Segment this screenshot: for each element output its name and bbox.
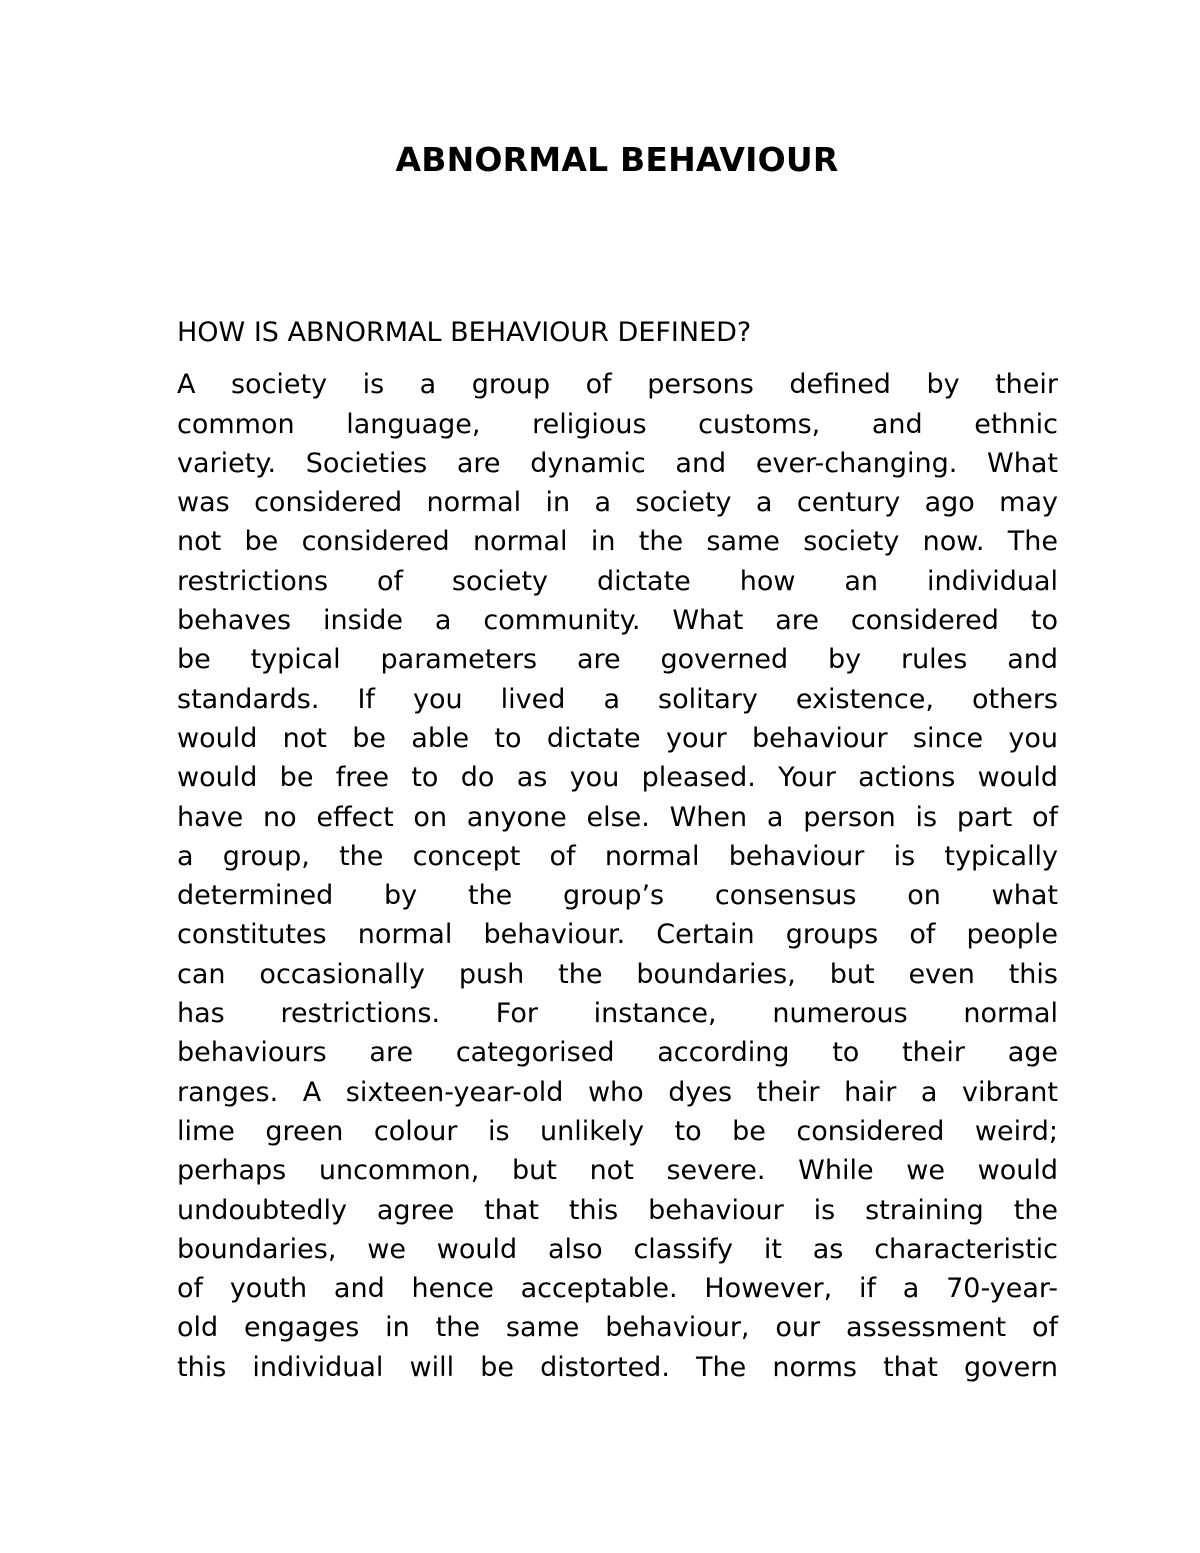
paragraph-line: old engages in the same behaviour, our assessment of [177, 1312, 1058, 1344]
paragraph-line: lime green colour is unlikely to be considered weird; [177, 1115, 1058, 1147]
paragraph-line: this individual will be distorted. The norms that govern [177, 1351, 1058, 1383]
body-paragraph [177, 365, 1058, 1387]
paragraph-line: not be considered normal in the same society now. The [177, 526, 1058, 558]
paragraph-line: constitutes normal behaviour. Certain groups of people [177, 919, 1058, 951]
paragraph-line: has restrictions. For instance, numerous normal [177, 998, 1058, 1030]
paragraph-line: ranges. A sixteen-year-old who dyes their hair a vibrant [177, 1076, 1058, 1108]
paragraph-line: was considered normal in a society a century ago may [177, 487, 1058, 519]
paragraph-line: of youth and hence acceptable. However, if a 70-year- [177, 1273, 1058, 1305]
paragraph-line: a group, the concept of normal behaviour is typically [177, 840, 1058, 872]
section-heading: HOW IS ABNORMAL BEHAVIOUR DEFINED? [177, 317, 752, 348]
paragraph-line: boundaries, we would also classify it as characteristic [177, 1233, 1058, 1265]
paragraph-line: standards. If you lived a solitary existence, others [177, 683, 1058, 715]
paragraph-line: would be free to do as you pleased. Your actions would [177, 762, 1058, 794]
paragraph-line: would not be able to dictate your behaviour since you [177, 722, 1058, 754]
paragraph-line: common language, religious customs, and ethnic [177, 408, 1058, 440]
paragraph-line: undoubtedly agree that this behaviour is straining the [177, 1194, 1058, 1226]
paragraph-line: A society is a group of persons defined by their [177, 369, 1058, 401]
paragraph-line: perhaps uncommon, but not severe. While we would [177, 1155, 1058, 1187]
document-body [177, 313, 1058, 1387]
paragraph-line: behaves inside a community. What are considered to [177, 605, 1058, 637]
paragraph-line: determined by the group’s consensus on what [177, 880, 1058, 912]
paragraph-line: can occasionally push the boundaries, but even this [177, 958, 1058, 990]
paragraph-line: have no effect on anyone else. When a person is part of [177, 801, 1058, 833]
document-title: ABNORMAL BEHAVIOUR [395, 140, 839, 179]
paragraph-line: variety. Societies are dynamic and ever-changing. What [177, 447, 1058, 479]
paragraph-line: restrictions of society dictate how an individual [177, 565, 1058, 597]
paragraph-line: behaviours are categorised according to their age [177, 1037, 1058, 1069]
paragraph-line: be typical parameters are governed by rules and [177, 644, 1058, 676]
